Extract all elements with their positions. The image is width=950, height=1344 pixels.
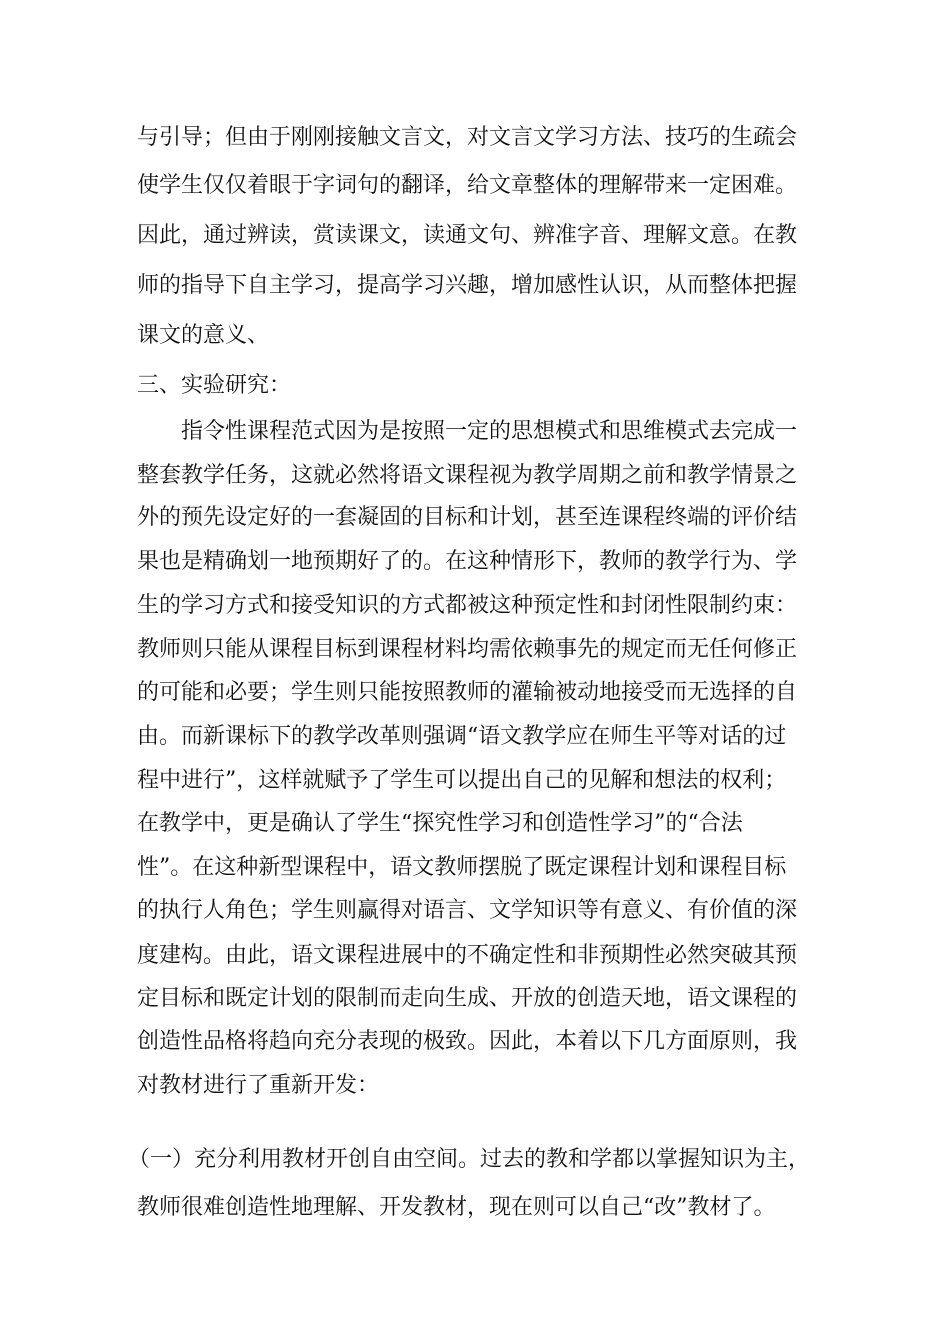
text-line: 外的预先设定好的一套凝固的目标和计划，甚至连课程终端的评价结 bbox=[137, 505, 798, 530]
text-line: 创造性品格将趋向充分表现的极致。因此，本着以下几方面原则，我 bbox=[137, 1029, 798, 1054]
section-heading: 三、实验研究： bbox=[137, 373, 292, 398]
text-line: 整套教学任务，这就必然将语文课程视为教学周期之前和教学情景之 bbox=[137, 463, 798, 488]
text-line: 使学生仅仅着眼于字词句的翻译，给文章整体的理解带来一定困难。 bbox=[137, 173, 798, 198]
text-line: 度建构。由此，语文课程进展中的不确定性和非预期性必然突破其预 bbox=[137, 943, 798, 968]
text-line: 在教学中，更是确认了学生“探究性学习和创造性学习”的“合法 bbox=[137, 811, 743, 836]
text-line: 课文的意义、 bbox=[137, 323, 270, 348]
text-line: 与引导；但由于刚刚接触文言文，对文言文学习方法、技巧的生疏会 bbox=[137, 125, 798, 150]
text-line: （一）充分利用教材开创自由空间。过去的教和学都以掌握知识为主， bbox=[128, 1147, 811, 1172]
text-line: 师的指导下自主学习，提高学习兴趣，增加感性认识，从而整体把握 bbox=[137, 273, 798, 298]
text-line: 指令性课程范式因为是按照一定的思想模式和思维模式去完成一 bbox=[181, 419, 798, 444]
text-line: 对教材进行了重新开发： bbox=[137, 1073, 380, 1098]
text-line: 教师则只能从课程目标到课程材料均需依赖事先的规定而无任何修正 bbox=[137, 637, 798, 662]
text-line: 定目标和既定计划的限制而走向生成、开放的创造天地，语文课程的 bbox=[137, 986, 798, 1011]
text-line: 的可能和必要；学生则只能按照教师的灌输被动地接受而无选择的自 bbox=[137, 680, 798, 705]
text-line: 由。而新课标下的教学改革则强调“语文教学应在师生平等对话的过 bbox=[137, 724, 787, 749]
text-line: 果也是精确划一地预期好了的。在这种情形下，教师的教学行为、学 bbox=[137, 549, 798, 574]
text-line: 生的学习方式和接受知识的方式都被这种预定性和封闭性限制约束： bbox=[137, 593, 798, 618]
text-line: 教师很难创造性地理解、开发教材，现在则可以自己“改”教材了。 bbox=[137, 1195, 776, 1220]
text-line: 程中进行”，这样就赋予了学生可以提出自己的见解和想法的权利； bbox=[137, 768, 787, 793]
text-line: 性”。在这种新型课程中，语文教师摆脱了既定课程计划和课程目标 bbox=[137, 855, 787, 880]
text-line: 因此，通过辨读，赏读课文，读通文句、辨准字音、理解文意。在教 bbox=[137, 223, 798, 248]
text-line: 的执行人角色；学生则赢得对语言、文学知识等有意义、有价值的深 bbox=[137, 898, 798, 923]
